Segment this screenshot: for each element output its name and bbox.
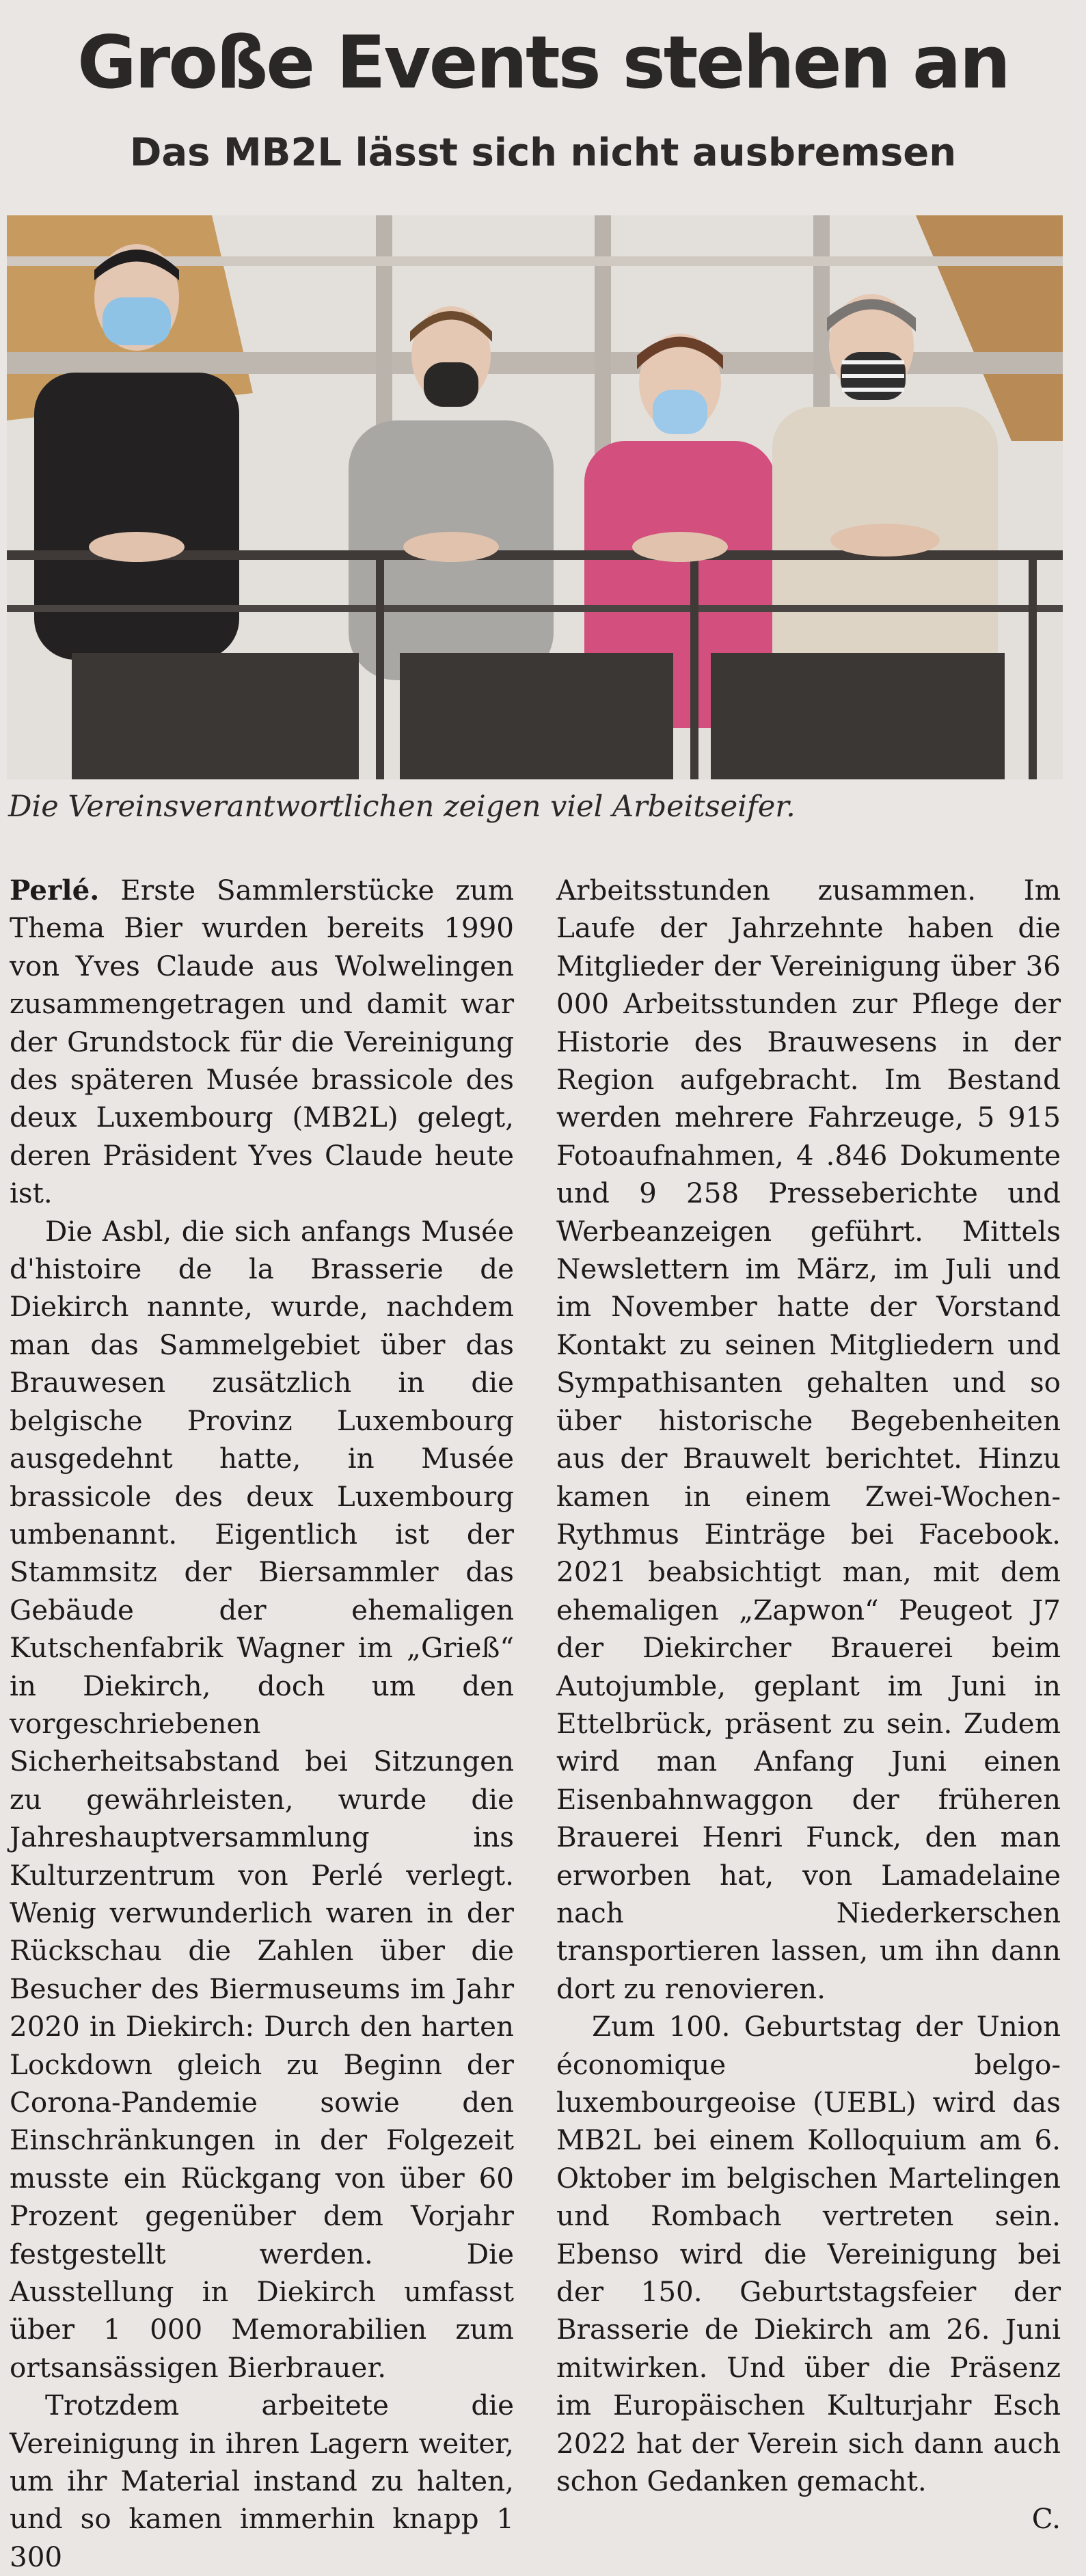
- photo-illustration: [7, 215, 1063, 779]
- paragraph-3-continued: Arbeitsstunden zusammen. Im Laufe der Jahrzehnte haben die Mitglieder der Vereinigung über 36 000 Arbeitsstunden zur Pflege der Historie des Brauwesens in der Region aufgebracht. Im Bestand werden mehrere Fahrzeuge, 5 915 Fotoaufnahmen, 4 .846 Dokumente und 9 258 Presseberichte und Werbeanzeigen geführt. Mittels Newslettern im März, im Juli und im November hatte der Vorstand Kontakt zu seinen Mitgliedern und Sympathisanten gehalten und so über historische Begebenheiten aus der Brauwelt berichtet. Hinzu kamen in einem Zwei-Wochen-Rythmus Einträge bei Facebook. 2021 beabsichtigt man, mit dem ehemaligen „Zapwon“ Peugeot J7 der Diekircher Brauerei beim Autojumble, geplant im Juni in Ettelbrück, präsent zu sein. Zudem wird man Anfang Juni einen Eisenbahnwaggon der früheren Brauerei Henri Funck, den man erworben hat, von Lamadelaine nach Niederkerschen transportieren lassen, um ihn dann dort zu renovieren.: [556, 874, 1061, 2005]
- dateline: Perlé.: [10, 874, 100, 907]
- photo-caption: Die Vereinsverantwortlichen zeigen viel Arbeitseifer.: [8, 790, 796, 824]
- article-column-left: [10, 872, 514, 2576]
- paragraph-2: Die Asbl, die sich anfangs Musée d'histoire de la Brasserie de Diekirch nannte, wurde, nachdem man das Sammelgebiet über das Brauwesen zusätzlich in die belgische Provinz Luxembourg ausgedehnt hatte, in Musée brassicole des deux Luxembourg umbenannt. Eigentlich ist der Stammsitz der Biersammler das Gebäude der ehemaligen Kutschenfabrik Wagner im „Grieß“ in Diekirch, doch um den vorgeschriebenen Sicherheitsabstand bei Sitzungen zu gewährleisten, wurde die Jahreshauptversammlung ins Kulturzentrum von Perlé verlegt. Wenig verwunderlich waren in der Rückschau die Zahlen über die Besucher des Biermuseums im Jahr 2020 in Diekirch: Durch den harten Lockdown gleich zu Beginn der Corona-Pandemie sowie den Einschränkungen in der Folgezeit musste ein Rückgang von über 60 Prozent gegenüber dem Vorjahr festgestellt werden. Die Ausstellung in Diekirch umfasst über 1 000 Memorabilien zum ortsansässigen Bierbrauer.: [10, 1214, 514, 2384]
- headline: Große Events stehen an: [77, 21, 1009, 105]
- paragraph-1: [10, 872, 514, 1213]
- paragraph-1-text: Erste Sammlerstücke zum Thema Bier wurden bereits 1990 von Yves Claude aus Wolwelingen zusammengetragen und damit war der Grundstock für die Vereinigung des späteren Musée brassicole des deux Luxembourg (MB2L) gelegt, deren Präsident Yves Claude heute ist.: [10, 874, 514, 1210]
- article-photo: [7, 215, 1063, 779]
- subheadline: Das MB2L lässt sich nicht ausbremsen: [129, 131, 957, 175]
- paragraph-3-start: Trotzdem arbeitete die Vereinigung in ihren Lagern weiter, um ihr Material instand zu halten, und so kamen immerhin knapp 1 300: [10, 2389, 514, 2573]
- paragraph-4: Zum 100. Geburtstag der Union économique belgo-luxembourgeoise (UEBL) wird das MB2L bei einem Kolloquium am 6. Oktober im belgischen Martelingen und Rombach vertreten sein. Ebenso wird die Vereinigung bei der 150. Geburtstagsfeier der Brasserie de Diekirch am 26. Juni mitwirken. Und über die Präsenz im Europäischen Kulturjahr Esch 2022 hat der Verein sich dann auch schon Gedanken gemacht.: [556, 2010, 1061, 2498]
- author-initial: C.: [1031, 2502, 1061, 2536]
- article-column-right: [556, 872, 1061, 2538]
